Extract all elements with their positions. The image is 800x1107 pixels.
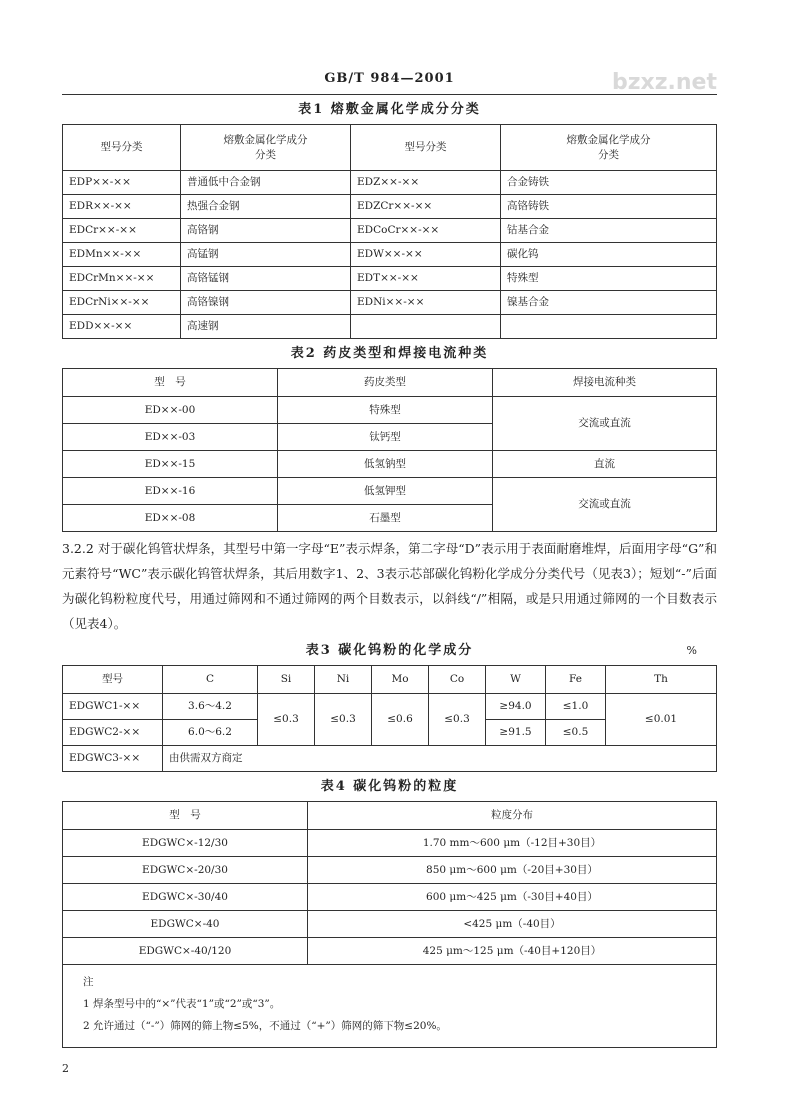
- table3-header: Th: [606, 666, 717, 694]
- page-number: 2: [62, 1062, 69, 1075]
- note-item: 1 焊条型号中的“×”代表“1”或“2”或“3”。: [83, 998, 281, 1010]
- table3-header: 型号: [63, 666, 163, 694]
- cell: [501, 315, 717, 339]
- cell: ED××-00: [63, 397, 278, 424]
- table-row: [63, 884, 717, 911]
- cell: 普通低中合金钢: [181, 171, 351, 195]
- cell: ≥91.5: [486, 720, 546, 746]
- table-row: [63, 291, 717, 315]
- cell: <425 μm（-40目）: [308, 911, 717, 938]
- cell: 高铬镍钢: [181, 291, 351, 315]
- table3-header: Ni: [315, 666, 372, 694]
- table2-header: 焊接电流种类: [493, 369, 717, 397]
- cell: 6.0～6.2: [163, 720, 258, 746]
- cell: EDGWC×-30/40: [63, 884, 308, 911]
- table-row: [63, 315, 717, 339]
- table2-caption: 表2 药皮类型和焊接电流种类: [290, 346, 489, 361]
- cell: ≤1.0: [546, 694, 606, 720]
- table2-header: 型 号: [63, 369, 278, 397]
- cell: 低氢钠型: [278, 451, 493, 478]
- table-row: [63, 746, 717, 772]
- table-row: [63, 694, 717, 720]
- cell: 交流或直流: [493, 478, 717, 532]
- cell: ED××-15: [63, 451, 278, 478]
- cell: 热强合金钢: [181, 195, 351, 219]
- cell: 由供需双方商定: [163, 746, 717, 772]
- cell: EDGWC2-××: [63, 720, 163, 746]
- cell: 镍基合金: [501, 291, 717, 315]
- cell: ED××-03: [63, 424, 278, 451]
- table-row: [63, 857, 717, 884]
- cell: 石墨型: [278, 505, 493, 532]
- cell: ED××-16: [63, 478, 278, 505]
- table1-caption: 表1 熔敷金属化学成分分类: [298, 102, 481, 117]
- cell: EDW××-××: [351, 243, 501, 267]
- cell: EDCoCr××-××: [351, 219, 501, 243]
- cell: 交流或直流: [493, 397, 717, 451]
- table-row: [63, 267, 717, 291]
- cell: 碳化钨: [501, 243, 717, 267]
- table3-header: Mo: [372, 666, 429, 694]
- table3-header: Co: [429, 666, 486, 694]
- watermark: bzxz.net: [611, 70, 717, 95]
- table1: [62, 124, 717, 339]
- cell: 高铬铸铁: [501, 195, 717, 219]
- cell: 合金铸铁: [501, 171, 717, 195]
- cell: EDCrMn××-××: [63, 267, 181, 291]
- cell: 3.6～4.2: [163, 694, 258, 720]
- cell: EDT××-××: [351, 267, 501, 291]
- cell: EDCrNi××-××: [63, 291, 181, 315]
- cell: EDR××-××: [63, 195, 181, 219]
- cell: EDCr××-××: [63, 219, 181, 243]
- table4-notes: [63, 965, 717, 1048]
- table-row: [63, 830, 717, 857]
- table-row: [63, 911, 717, 938]
- note-item: 2 允许通过（“-”）筛网的筛上物≤5%，不通过（“+”）筛网的筛下物≤20%。: [83, 1020, 447, 1032]
- table4-header: 型 号: [63, 802, 308, 830]
- table2-header: 药皮类型: [278, 369, 493, 397]
- cell: EDNi××-××: [351, 291, 501, 315]
- cell: 高铬锰钢: [181, 267, 351, 291]
- table1-header: 型号分类: [63, 125, 181, 171]
- table3-header: Si: [258, 666, 315, 694]
- cell: 高铬钢: [181, 219, 351, 243]
- cell: EDGWC1-××: [63, 694, 163, 720]
- table2: [62, 368, 717, 532]
- cell: 钛钙型: [278, 424, 493, 451]
- table3-header: W: [486, 666, 546, 694]
- cell: EDGWC×-40: [63, 911, 308, 938]
- cell: EDD××-××: [63, 315, 181, 339]
- cell: 425 μm～125 μm（-40目+120目）: [308, 938, 717, 965]
- cell: EDZCr××-××: [351, 195, 501, 219]
- table-row: [63, 171, 717, 195]
- cell: ≤0.01: [606, 694, 717, 746]
- table3-caption: 表3 碳化钨粉的化学成分: [305, 643, 474, 658]
- table3: [62, 665, 717, 772]
- table4-caption: 表4 碳化钨粉的粒度: [320, 779, 459, 794]
- cell: 特殊型: [501, 267, 717, 291]
- cell: 高锰钢: [181, 243, 351, 267]
- cell: EDGWC×-20/30: [63, 857, 308, 884]
- table-row: [63, 195, 717, 219]
- cell: EDGWC3-××: [63, 746, 163, 772]
- table1-header: 熔敷金属化学成分分类: [181, 125, 351, 171]
- cell: 1.70 mm～600 μm（-12目+30目）: [308, 830, 717, 857]
- cell: ≤0.3: [315, 694, 372, 746]
- page-header: GB/T 984—2001: [324, 71, 455, 86]
- table-row: [63, 219, 717, 243]
- table-row: [63, 938, 717, 965]
- cell: [351, 315, 501, 339]
- cell: EDGWC×-12/30: [63, 830, 308, 857]
- cell: 600 μm～425 μm（-30目+40目）: [308, 884, 717, 911]
- cell: ≥94.0: [486, 694, 546, 720]
- table-row: [63, 478, 717, 505]
- table3-header: Fe: [546, 666, 606, 694]
- cell: EDP××-××: [63, 171, 181, 195]
- table-row: [63, 397, 717, 424]
- cell: 直流: [493, 451, 717, 478]
- table4: [62, 801, 717, 1048]
- cell: EDZ××-××: [351, 171, 501, 195]
- cell: ED××-08: [63, 505, 278, 532]
- cell: ≤0.6: [372, 694, 429, 746]
- cell: EDMn××-××: [63, 243, 181, 267]
- table-row: [63, 243, 717, 267]
- cell: ≤0.3: [258, 694, 315, 746]
- table1-header: 型号分类: [351, 125, 501, 171]
- page: [62, 0, 717, 1076]
- notes-title: 注: [83, 976, 94, 988]
- cell: ≤0.5: [546, 720, 606, 746]
- cell: ≤0.3: [429, 694, 486, 746]
- table3-unit: %: [686, 644, 697, 657]
- table-row: [63, 451, 717, 478]
- section-3-2-2-paragraph: 3.2.2 对于碳化钨管状焊条，其型号中第一字母“E”表示焊条，第二字母“D”表示用于表面耐磨堆焊，后面用字母“G”和元素符号“WC”表示碳化钨管状焊条，其后用数字1、2、3表示芯部碳化钨粉化学成分分类代号（见表3）；短划“-”后面为碳化钨粉粒度代号，用通过筛网和不通过筛网的两个目数表示，以斜线“/”相隔，或是只用通过筛网的一个目数表示（见表4）。: [62, 541, 717, 631]
- cell: 低氢钾型: [278, 478, 493, 505]
- cell: 钴基合金: [501, 219, 717, 243]
- table3-header: C: [163, 666, 258, 694]
- cell: 850 μm～600 μm（-20目+30目）: [308, 857, 717, 884]
- table1-header: 熔敷金属化学成分分类: [501, 125, 717, 171]
- cell: 高速钢: [181, 315, 351, 339]
- table4-header: 粒度分布: [308, 802, 717, 830]
- cell: EDGWC×-40/120: [63, 938, 308, 965]
- cell: 特殊型: [278, 397, 493, 424]
